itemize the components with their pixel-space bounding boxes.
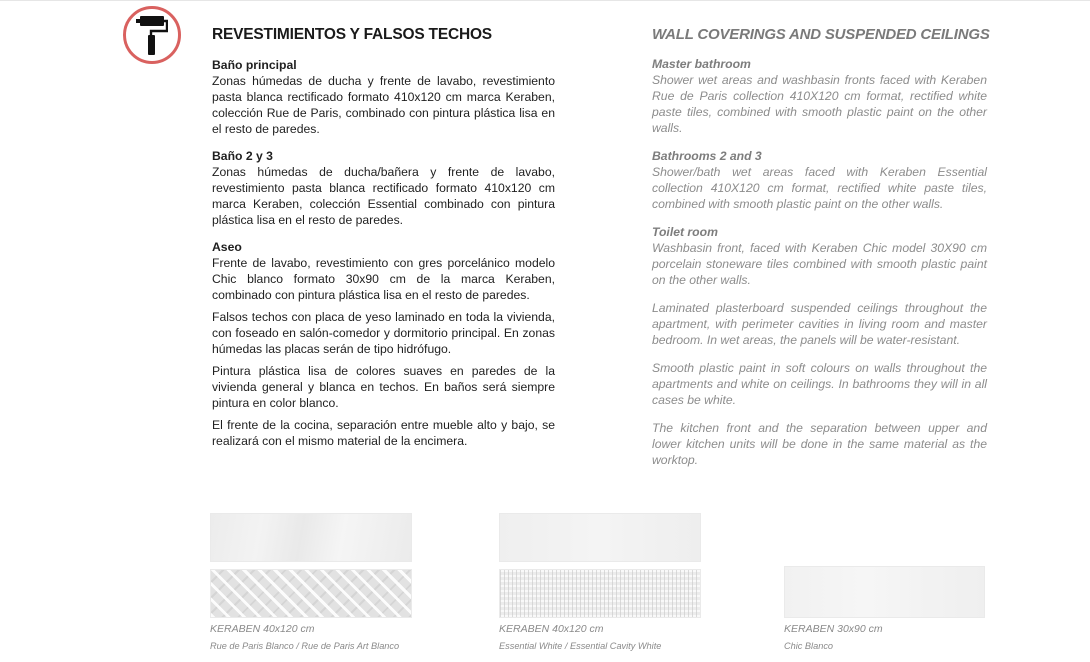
section-heading: Toilet room: [652, 225, 718, 239]
paint-roller-icon: [136, 15, 168, 57]
tile-model: Rue de Paris Blanco / Rue de Paris Art Blanco: [210, 641, 400, 651]
tile-brand: KERABEN 40x120 cm: [210, 623, 315, 635]
tile-sample-rue-de-paris: [210, 513, 412, 562]
english-section-toilet: [652, 224, 987, 288]
ceilings-paragraph: Laminated plasterboard suspended ceilings throughout the apartment, with perimeter cavities in living room and master bedroom. In wet areas, the panels will be water-resistant.: [652, 301, 987, 347]
paint-roller-badge: [123, 6, 181, 64]
tile-brand: KERABEN 40x120 cm: [499, 623, 604, 635]
kitchen-paragraph: The kitchen front and the separation between upper and lower kitchen units will be done in the same material as the worktop.: [652, 421, 987, 467]
section-heading: Baño 2 y 3: [212, 149, 273, 163]
paint-paragraph: Pintura plástica lisa de colores suaves en paredes de la vivienda general y blanca en techos. En baños será siempre pintura en color blanco.: [212, 364, 555, 410]
section-heading: Bathrooms 2 and 3: [652, 149, 762, 163]
section-heading: Master bathroom: [652, 57, 751, 71]
top-divider: [0, 0, 1090, 1]
english-section-bath-2-3: [652, 148, 987, 212]
section-heading: Aseo: [212, 240, 242, 254]
spanish-title: REVESTIMIENTOS Y FALSOS TECHOS: [212, 26, 492, 43]
tile-sample-essential: [499, 513, 701, 562]
section-text: Frente de lavabo, revestimiento con gres porcelánico modelo Chic blanco formato 30x90 cm de la marca Keraben, combinado con pintura plástica lisa en el resto de paredes.: [212, 256, 555, 302]
kitchen-paragraph: El frente de la cocina, separación entre mueble alto y bajo, se realizará con el mismo material de la encimera.: [212, 418, 555, 448]
paint-paragraph: Smooth plastic paint in soft colours on walls throughout the apartments and white on ceilings. In bathrooms they will in all cases be white.: [652, 361, 987, 407]
tile-model: Essential White / Essential Cavity White: [499, 641, 662, 651]
tile-sample-rue-de-paris-art: [210, 569, 412, 618]
tile-caption-3: [784, 623, 883, 652]
section-text: Zonas húmedas de ducha y frente de lavabo, revestimiento pasta blanca rectificado formato 410x120 cm marca Keraben, colección Rue de Paris, combinado con pintura plástica lisa en el resto de paredes.: [212, 74, 555, 136]
ceilings-paragraph: Falsos techos con placa de yeso laminado en toda la vivienda, con foseado en salón-comedor y dormitorio principal. En zonas húmedas las placas serán de tipo hidrófugo.: [212, 310, 555, 356]
spanish-column: [212, 26, 555, 455]
spanish-section-master-bath: [212, 57, 555, 137]
spanish-section-bath-2-3: [212, 148, 555, 228]
tile-caption-1: [210, 623, 399, 652]
english-title: WALL COVERINGS AND SUSPENDED CEILINGS: [652, 26, 990, 43]
tile-caption-2: [499, 623, 661, 652]
tile-brand: KERABEN 30x90 cm: [784, 623, 883, 635]
english-section-master-bath: [652, 56, 987, 136]
english-column: [652, 26, 990, 480]
section-text: Zonas húmedas de ducha/bañera y frente de lavabo, revestimiento pasta blanca rectificado formato 410x120 cm marca Keraben, colección Essential combinado con pintura plástica lisa en el resto de paredes.: [212, 165, 555, 227]
tile-sample-chic: [784, 566, 985, 618]
tile-sample-essential-cavity: [499, 569, 701, 618]
spanish-section-toilet: [212, 239, 555, 303]
section-heading: Baño principal: [212, 58, 297, 72]
section-text: Shower/bath wet areas faced with Keraben Essential collection 410X120 cm format, rectified white paste tiles, combined with smooth plastic paint on the other walls.: [652, 165, 987, 211]
section-text: Washbasin front, faced with Keraben Chic model 30X90 cm porcelain stoneware tiles combined with smooth plastic paint on the other walls.: [652, 241, 987, 287]
tile-model: Chic Blanco: [784, 641, 834, 651]
section-text: Shower wet areas and washbasin fronts faced with Keraben Rue de Paris collection 410X120 cm format, rectified white paste tiles, combined with smooth plastic paint on the other walls.: [652, 73, 987, 135]
